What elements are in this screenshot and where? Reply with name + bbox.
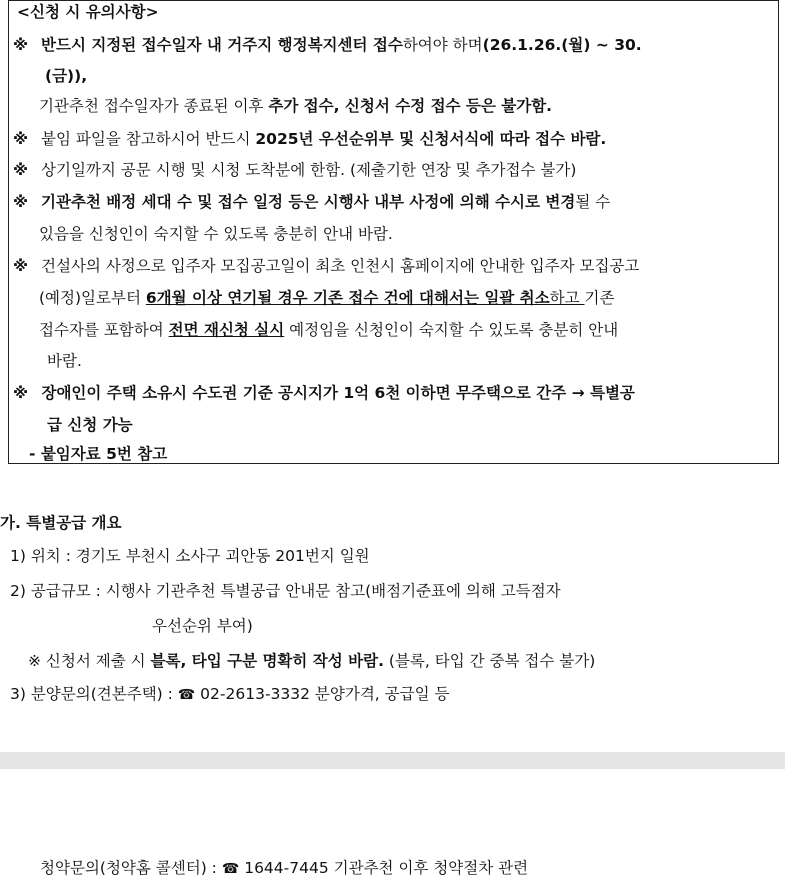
section-title: 가. 특별공급 개요: [0, 514, 122, 532]
notice-item-1-cont: (금)),: [45, 67, 88, 85]
reference-mark: ※: [13, 193, 29, 211]
reference-mark: ※: [13, 130, 29, 148]
section-note: ※ 신청서 제출 시 블록, 타입 구분 명확히 작성 바람. (블록, 타입 간 중복 접수 불가): [28, 652, 596, 670]
notice-item-5-line4: 바람.: [47, 352, 82, 370]
notice-heading: <신청 시 유의사항>: [17, 3, 159, 21]
notice-item-6-cont: 급 신청 가능: [47, 416, 133, 434]
notice-item-2: ※ 붙임 파일을 참고하시어 반드시 2025년 우선순위부 및 신청서식에 따라 접수 바람.: [13, 130, 607, 148]
notice-item-6-ref: - 붙임자료 5번 참고: [29, 445, 168, 463]
notice-item-5: ※ 건설사의 사정으로 입주자 모집공고일이 최초 인천시 홈페이지에 안내한 입주자 모집공고: [13, 257, 640, 275]
section-item-supply-cont: 우선순위 부여): [152, 617, 253, 635]
section-item-inquiry: 3) 분양문의(견본주택) : ☎ 02-2613-3332 분양가격, 공급일 등: [10, 685, 450, 703]
reference-mark: ※: [13, 36, 29, 54]
notice-item-4-cont: 있음을 신청인이 숙지할 수 있도록 충분히 안내 바람.: [39, 225, 393, 243]
section-item-location: 1) 위치 : 경기도 부천시 소사구 괴안동 201번지 일원: [10, 547, 370, 565]
notice-item-5-line2: (예정)일로부터 6개월 이상 연기될 경우 기존 접수 건에 대해서는 일괄 취소하고 기존: [39, 289, 615, 307]
notice-item-5-line3: 접수자를 포함하여 전면 재신청 실시 예정임을 신청인이 숙지할 수 있도록 충분히 안내: [39, 321, 619, 339]
notice-item-6: ※ 장애인이 주택 소유시 수도권 기준 공시지가 1억 6천 이하면 무주택으로 간주 → 특별공: [13, 384, 635, 402]
phone-icon: ☎: [221, 861, 240, 877]
section-divider: [0, 752, 785, 769]
reference-mark: ※: [13, 161, 29, 179]
section-item-supply: 2) 공급규모 : 시행사 기관추천 특별공급 안내문 참고(배점기준표에 의해 고득점자: [10, 582, 561, 600]
notice-item-1-line3: 기관추천 접수일자가 종료된 이후 추가 접수, 신청서 수정 접수 등은 불가함.: [39, 97, 553, 115]
reference-mark: ※: [13, 257, 29, 275]
notice-box: [8, 0, 779, 464]
phone-icon: ☎: [177, 687, 196, 703]
notice-item-3: ※ 상기일까지 공문 시행 및 시청 도착분에 한함. (제출기한 연장 및 추가접수 불가): [13, 161, 577, 179]
reference-mark: ※: [13, 384, 29, 402]
footer-inquiry: 청약문의(청약홈 콜센터) : ☎ 1644-7445 기관추천 이후 청약절차 관련: [40, 859, 529, 877]
notice-item-1: ※ 반드시 지정된 접수일자 내 거주지 행정복지센터 접수하여야 하며(26.1.26.(월) ~ 30.: [13, 36, 642, 54]
notice-item-4: ※ 기관추천 배정 세대 수 및 접수 일정 등은 시행사 내부 사정에 의해 수시로 변경될 수: [13, 193, 611, 211]
